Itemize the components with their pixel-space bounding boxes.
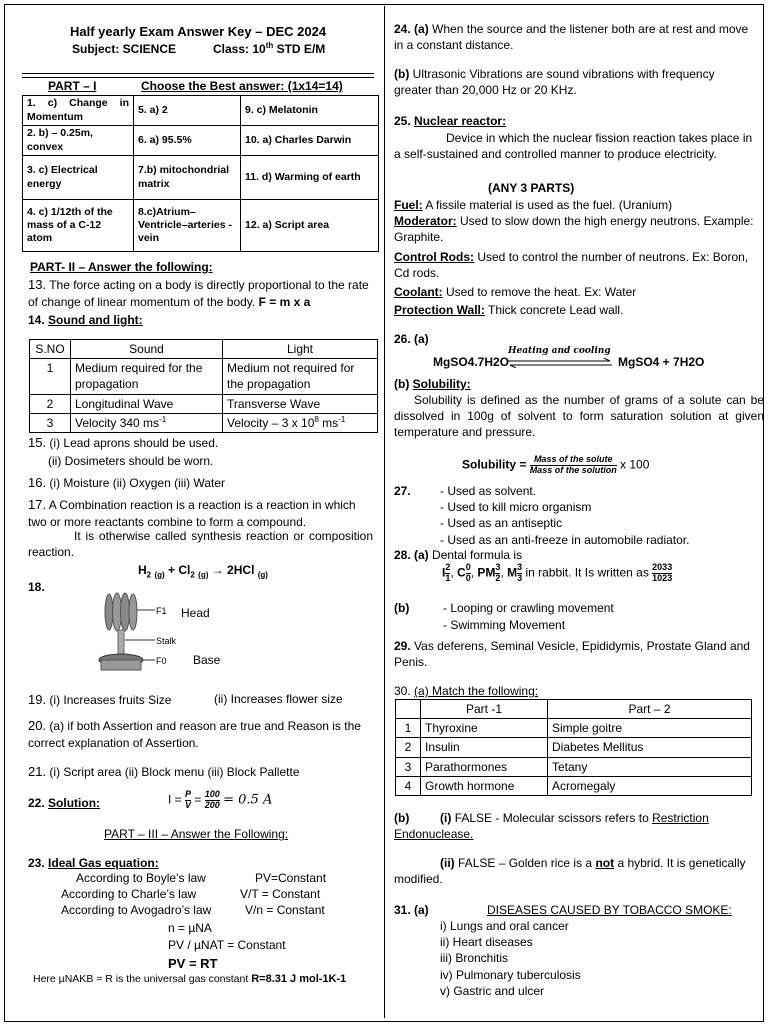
table-cell: Simple goitre — [548, 719, 752, 738]
mcq-cell: 9. c) Melatonin — [241, 96, 379, 126]
list-item: - Used as solvent. — [440, 484, 537, 498]
pv-eq: PV / µNAT = Constant — [168, 938, 286, 952]
table-cell: 1 — [396, 719, 421, 738]
mcq-cell: 2. b) – 0.25m, convex — [23, 126, 134, 156]
table-cell: Growth hormone — [421, 776, 548, 795]
part2-heading: PART- II – Answer the following: — [30, 260, 213, 274]
table-cell: 3 — [30, 413, 71, 432]
table-header: Light — [223, 340, 378, 359]
table-row — [30, 359, 378, 394]
table-cell: 1 — [30, 359, 71, 394]
q17-equation: $H_2$ $_{(g)} + Cl_2$ $_{(g)}$ → 2HCl $_{(g)}$ — [138, 563, 268, 580]
table-row — [30, 340, 378, 359]
table-header: Part – 2 — [548, 700, 752, 719]
mcq-cell: 5. a) 2 — [134, 96, 241, 126]
part1-instruction: Choose the Best answer: (1x14=14) — [141, 79, 343, 93]
q18-head: Head — [181, 606, 210, 620]
reversible-arrow-icon — [506, 358, 614, 368]
table-cell: Medium required for the propagation — [71, 359, 223, 394]
q18-num: 18. — [28, 580, 45, 594]
list-item: - Used as an anti-freeze in automobile radiator. — [440, 532, 690, 547]
table-cell: Velocity 340 $ms^{-1}$ — [71, 413, 223, 432]
reactor-part: Control Rods: Used to control the number of neutrons. Ex: Boron, Cd rods. — [394, 250, 749, 281]
list-item: - Looping or crawling movement — [443, 601, 614, 615]
q26-lhs: MgSO4.7H2O — [433, 355, 510, 369]
q25-title: 25. Nuclear reactor: — [394, 114, 507, 128]
table-row — [30, 413, 378, 432]
table-cell: 3 — [396, 757, 421, 776]
table-row — [396, 757, 752, 776]
q19b: (ii) Increases flower size — [214, 692, 343, 706]
f1-label: F1 — [156, 606, 167, 616]
f0-label: F0 — [156, 656, 167, 666]
mcq-cell: 10. a) Charles Darwin — [241, 126, 379, 156]
gas-law-1-val: PV=Constant — [255, 871, 327, 885]
table-cell: Tetany — [548, 757, 752, 776]
q28a: 28. (a) Dental formula is — [394, 548, 523, 562]
table-row — [23, 200, 379, 252]
any3: (ANY 3 PARTS) — [488, 181, 575, 195]
reactor-part: Protection Wall: Thick concrete Lead wall. — [394, 303, 624, 317]
part3-heading: PART – III – Answer the Following: — [104, 827, 289, 841]
table-cell: Velocity – 3 x $10^8$ $ms^{-1}$ — [223, 413, 378, 432]
q27-list — [440, 483, 689, 548]
q15a: 15. (i) Lead aprons should be used. — [28, 435, 219, 450]
reactor-part: Moderator: Used to slow down the high energy neutrons. Example: Graphite. — [394, 214, 754, 245]
table-header: S.NO — [30, 340, 71, 359]
mcq-cell: 1. c) Change in Momentum — [23, 96, 134, 126]
table-row — [23, 96, 379, 126]
q26-arrow-label: Heating and cooling — [508, 346, 611, 356]
list-item: - Swimming Movement — [443, 618, 566, 633]
q13: 13. The force acting on a body is directly proportional to the rate of change of linear momentum of the body. F = m x a — [28, 277, 369, 309]
q22-formula: I = $\frac{P}{V}$ = $\frac{100}{200}$ = 0.5 A — [168, 789, 273, 810]
list-item: iv) Pulmonary tuberculosis — [440, 967, 581, 982]
pvrt: PV = RT — [168, 956, 218, 971]
q28b-label: (b) — [394, 601, 410, 615]
q30-title: 30. (a) Match the following: — [394, 684, 539, 698]
sound-light-table — [29, 339, 378, 433]
list-item: i) Lungs and oral cancer — [440, 919, 569, 933]
reactor-part: Fuel: A fissile material is used as the fuel. (Uranium) — [394, 198, 673, 212]
q16: 16. (i) Moisture (ii) Oxygen (iii) Water — [28, 475, 225, 490]
table-cell: Diabetes Mellitus — [548, 738, 752, 757]
dental-formula: I $\frac{2}{1}$ , C $\frac{0}{0}$ , PM $\frac{3}{2}$ , M $\frac{3}{3}$ in rabbit. It Is written as $\frac{2033}{1023}$ — [442, 562, 673, 583]
solubility-formula: Solubility = $\frac{\text{Mass of the solute}}{\text{Mass of the solution}}$ x 100 — [462, 454, 650, 475]
q23-title: 23. Ideal Gas equation: — [28, 856, 159, 870]
table-cell: Medium not required for the propagation — [223, 359, 378, 394]
q26b-title: (b) Solubility: — [394, 377, 471, 391]
q24b: (b) Ultrasonic Vibrations are sound vibrations with frequency greater than 20,000 Hz or 20 KHz. — [394, 67, 715, 98]
q24a: 24. (a) When the source and the listener both are at rest and move in a constant distance. — [394, 22, 749, 53]
list-item: - Used as an antiseptic — [440, 516, 563, 531]
mcq-cell: 11. d) Warming of earth — [241, 156, 379, 200]
q14-title: 14. Sound and light: — [28, 313, 143, 327]
gas-law-3: According to Avogadro’s law — [61, 903, 212, 917]
gas-law-2: According to Charle’s law — [61, 887, 197, 901]
gas-law-1: According to Boyle’s law — [76, 871, 206, 885]
q18-base: Base — [193, 653, 221, 667]
q19a: 19. (i) Increases fruits Size — [28, 692, 172, 707]
class: Class: 10th STD E/M — [213, 41, 326, 56]
list-item: ii) Heart diseases — [440, 935, 533, 950]
q29: 29. Vas deferens, Seminal Vesicle, Epididymis, Prostate Gland and Penis. — [394, 639, 750, 670]
table-cell: Transverse Wave — [223, 394, 378, 413]
mcq-table — [22, 95, 379, 252]
mcq-cell: 4. c) 1/12th of the mass of a C-12 atom — [23, 200, 134, 252]
q28b-list — [443, 600, 614, 633]
q26-rhs: MgSO4 + 7H2O — [618, 355, 705, 369]
table-row — [396, 776, 752, 795]
doc-title: Half yearly Exam Answer Key – DEC 2024 — [70, 24, 327, 39]
list-item: v) Gastric and ulcer — [440, 983, 545, 998]
q25-text: Device in which the nuclear fission reaction takes place in a self-sustained and controlled manner to produce electricity. — [394, 131, 753, 162]
gas-law-2-val: V/T = Constant — [240, 887, 321, 901]
q31-list — [440, 918, 581, 999]
table-cell: Longitudinal Wave — [71, 394, 223, 413]
table-cell: 2 — [30, 394, 71, 413]
q27-num: 27. — [394, 484, 411, 498]
stalk-label: Stalk — [156, 636, 177, 646]
table-cell: 2 — [396, 738, 421, 757]
q31-title: DISEASES CAUSED BY TOBACCO SMOKE: — [487, 903, 732, 917]
table-row — [23, 126, 379, 156]
q30b-ii: (ii) FALSE – Golden rice is a not a hybrid. It is genetically modified. — [394, 856, 746, 887]
q20: 20. (a) if both Assertion and reason are true and Reason is the correct explanation of Assertion. — [28, 718, 361, 750]
column-divider — [384, 6, 385, 1018]
mcq-cell: 8.c)Atrium–Ventricle–arteries - vein — [134, 200, 241, 252]
table-row — [396, 738, 752, 757]
table-cell: Acromegaly — [548, 776, 752, 795]
q31-num: 31. (a) — [394, 903, 429, 917]
gas-law-3-val: V/n = Constant — [245, 903, 325, 917]
q15b: (ii) Dosimeters should be worn. — [48, 454, 214, 468]
table-cell: Parathormones — [421, 757, 548, 776]
mcq-cell: 7.b) mitochondrial matrix — [134, 156, 241, 200]
q30b-i: (b) (i) FALSE - Molecular scissors refers to Restriction Endonuclease. — [394, 811, 709, 842]
table-header: Sound — [71, 340, 223, 359]
mcq-cell: 6. a) 95.5% — [134, 126, 241, 156]
table-row — [396, 719, 752, 738]
table-row — [30, 394, 378, 413]
table-row — [23, 156, 379, 200]
gas-constant-note: Here µNAKB = R is the universal gas constant R=8.31 J mol-1K-1 — [33, 973, 347, 985]
part1-label: PART – I — [48, 79, 97, 93]
q17-b: It is otherwise called synthesis reaction or composition reaction. — [28, 529, 373, 560]
table-row — [396, 700, 752, 719]
n-eq: n = µNA — [168, 921, 212, 935]
list-item: - Used to kill micro organism — [440, 500, 592, 515]
q22-title: 22. Solution: — [28, 796, 101, 810]
reactor-part: Coolant: Used to remove the heat. Ex: Water — [394, 285, 637, 299]
table-header: Part -1 — [421, 700, 548, 719]
table-cell: 4 — [396, 776, 421, 795]
table-cell: Thyroxine — [421, 719, 548, 738]
mcq-cell: 12. a) Script area — [241, 200, 379, 252]
list-item: iii) Bronchitis — [440, 951, 509, 966]
q26b-text: Solubility is defined as the number of grams of a solute can be dissolved in 100g of solvent to form saturation solution at given temperature and pressure. — [394, 393, 764, 440]
mcq-cell: 3. c) Electrical energy — [23, 156, 134, 200]
table-cell: Insulin — [421, 738, 548, 757]
subject: Subject: SCIENCE — [72, 42, 177, 56]
match-table — [395, 699, 752, 796]
q21: 21. (i) Script area (ii) Block menu (iii) Block Pallette — [28, 764, 300, 779]
q17: 17. A Combination reaction is a reaction is a reaction in which two or more reactants combine to form a compound. — [28, 497, 356, 529]
q26-num: 26. (a) — [394, 332, 429, 346]
